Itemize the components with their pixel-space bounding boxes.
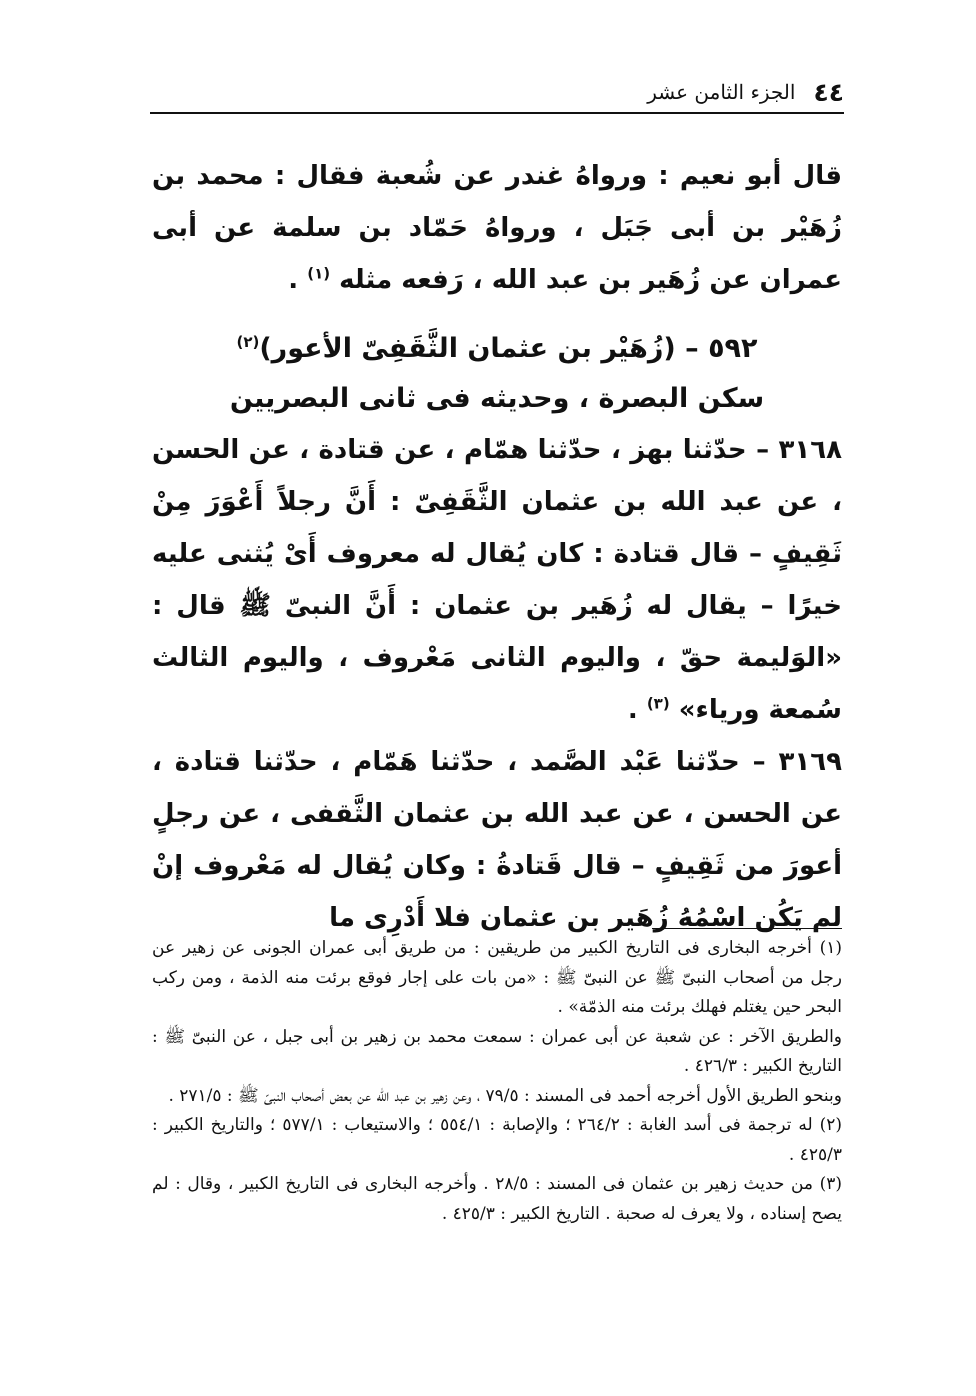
hadith-text: ٣١٦٨ – حدّثنا بهز ، حدّثنا همّام ، عن قتادة ، عن الحسن ، عن عبد الله بن عثمان الثَّقَفِىّ : أَنَّ رجلاً أَعْوَرَ مِنْ ثَقِيفٍ – قال قتادة : كان يُقال له معروف أَىْ يُثنى عليه خيرًا – يقال له زُهَير بن عثمان : أَنَّ النبىّ ﷺ قال : «الوَليمة حقّ ، واليوم الثانى مَعْروف ، واليوم الثالث سُمعة ورياء»	[152, 435, 842, 725]
page-number: ٤٤	[813, 77, 844, 107]
entry-title: ٥٩٢ – (زُهَيْر بن عثمان الثَّقَفِىّ الأعور)	[259, 333, 758, 364]
paragraph-text: قال أبو نعيم : ورواهُ غندر عن شُعبة فقال : محمد بن زُهَيْر بن أبى جَبَل ، ورواهُ حَمّاد بن سلمة عن أبى عمران عن زُهَير بن عبد الله ، رَفعه مثله	[152, 161, 842, 295]
paragraph-continuation	[152, 150, 842, 306]
entry-subheading: سكن البصرة ، وحديثه فى ثانى البصريين	[229, 383, 765, 414]
footnote-ref-3: (٣)	[646, 694, 670, 713]
footnotes	[152, 934, 842, 1229]
paragraph-end: .	[288, 265, 308, 295]
hadith-3169: ٣١٦٩ – حدّثنا عَبْد الصَّمد ، حدّثنا هَمّام ، حدّثنا قتادة ، عن الحسن ، عن عبد الله بن عثمان الثَّقفى ، عن رجلٍ أعورَ من ثَقِيفٍ – قال قَتادةُ : وكان يُقال له مَعْروف إنْ لم يَكُن اسْمُهُ زُهَير بن عثمان فلا أَدْرِى ما	[152, 747, 842, 933]
footnote-separator	[652, 928, 842, 929]
footnote-ref-1: (١)	[307, 264, 331, 283]
footnote-ref-2: (٢)	[236, 333, 260, 351]
footnote-1-part-3: وبنحو الطريق الأول أخرجه أحمد فى المسند : ٧٩/٥ ، وعن زهير بن عبد الله عن بعض أصحاب النبىّ ﷺ : ٢٧١/٥ .	[168, 1085, 842, 1106]
footnote-3: (٣) من حديث زهير بن عثمان فى المسند : ٢٨/٥ . وأخرجه البخارى فى التاريخ الكبير ، وقال : لم يصح إسناده ، ولا يعرف له صحبة . التاريخ الكبير : ٤٢٥/٣ .	[152, 1174, 842, 1224]
hadith-3168	[152, 424, 842, 736]
main-text	[152, 150, 842, 944]
footnote-1: (١) أخرجه البخارى فى التاريخ الكبير من طريقين : من طريق أبى عمران الجونى عن زهير عن رجل من أصحاب النبىّ ﷺ عن النبىّ ﷺ : «من بات على إجار فوقع برئت منه الذمة ، ومن ركب البحر حين يغتلم فهلك برئت منه الذمّة» .	[152, 938, 842, 1017]
header-rule	[150, 112, 844, 114]
hadith-end: .	[627, 695, 647, 725]
entry-heading	[152, 324, 842, 374]
page-header	[150, 72, 844, 112]
footnote-1-part-2: والطريق الآخر : عن شعبة عن أبى عمران : سمعت محمد بن زهير بن أبى جبل ، عن النبىّ ﷺ : التاريخ الكبير : ٤٢٦/٣ .	[152, 1026, 842, 1076]
running-title: الجزء الثامن عشر	[647, 80, 796, 104]
footnote-2: (٢) له ترجمة فى أسد الغابة : ٢٦٤/٢ ؛ والإصابة : ٥٥٤/١ ؛ والاستيعاب : ٥٧٧/١ ؛ والتاريخ الكبير : ٤٢٥/٣ .	[152, 1115, 843, 1165]
